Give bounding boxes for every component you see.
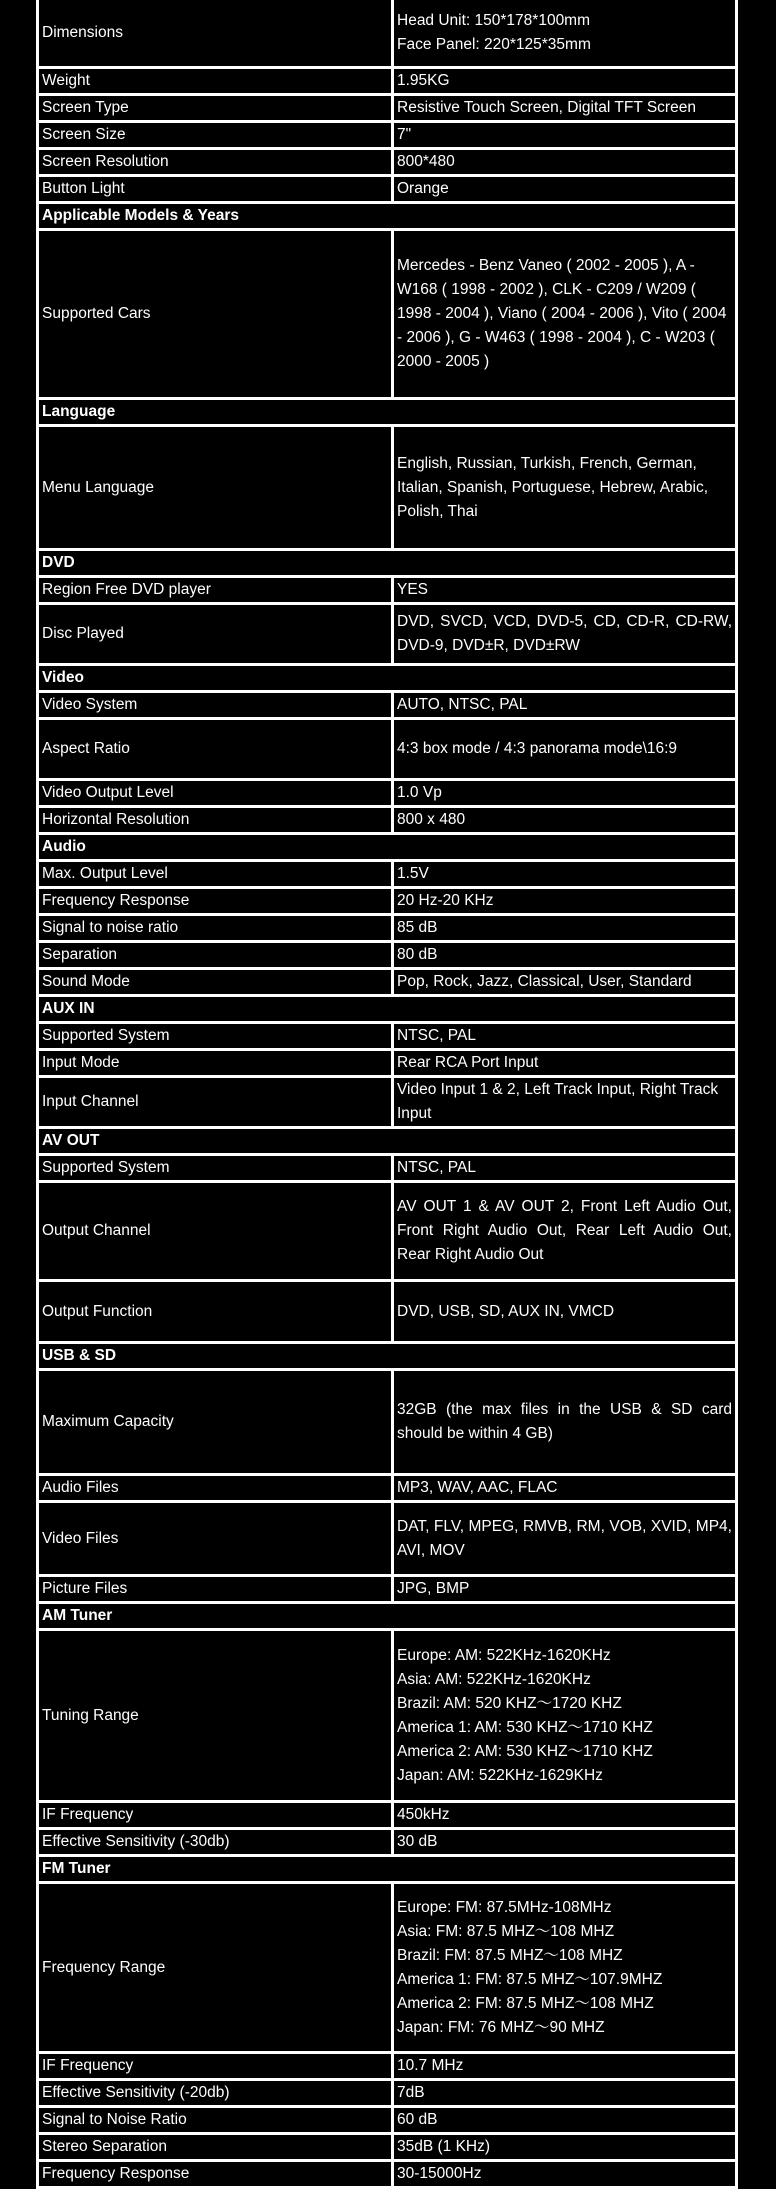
section-row-aux-in — [38, 996, 737, 1023]
spec-label: Video System — [38, 692, 393, 719]
spec-label: Signal to Noise Ratio — [38, 2107, 393, 2134]
spec-row — [38, 2053, 737, 2080]
spec-row — [38, 1475, 737, 1502]
spec-label: Effective Sensitivity (-20db) — [38, 2080, 393, 2107]
spec-label: Tuning Range — [38, 1630, 393, 1802]
spec-value-line: America 2: AM: 530 KHZ～1710 KHZ — [397, 1742, 653, 1760]
spec-value: NTSC, PAL — [393, 1023, 737, 1050]
spec-value-line: Brazil: FM: 87.5 MHZ～108 MHZ — [397, 1946, 623, 1964]
section-heading: FM Tuner — [38, 1856, 737, 1883]
section-heading: AV OUT — [38, 1128, 737, 1155]
section-heading: Audio — [38, 834, 737, 861]
spec-label: Region Free DVD player — [38, 577, 393, 604]
spec-label: Supported System — [38, 1155, 393, 1182]
spec-label: Aspect Ratio — [38, 719, 393, 780]
spec-label: Supported System — [38, 1023, 393, 1050]
section-row-audio — [38, 834, 737, 861]
spec-value: AV OUT 1 & AV OUT 2, Front Left Audio Out, Front Right Audio Out, Rear Left Audio Out, Rear Right Audio Out — [393, 1182, 737, 1281]
spec-label: IF Frequency — [38, 1802, 393, 1829]
spec-row — [38, 719, 737, 780]
spec-label: Stereo Separation — [38, 2134, 393, 2161]
spec-label: Effective Sensitivity (-30db) — [38, 1829, 393, 1856]
spec-label: Frequency Response — [38, 2161, 393, 2188]
spec-value: 1.0 Vp — [393, 780, 737, 807]
spec-value-line: Europe: AM: 522KHz-1620KHz — [397, 1646, 611, 1664]
spec-row — [38, 1050, 737, 1077]
spec-value: YES — [393, 577, 737, 604]
spec-row — [38, 1883, 737, 2053]
spec-value: English, Russian, Turkish, French, German, Italian, Spanish, Portuguese, Hebrew, Arabic, Polish, Thai — [393, 426, 737, 550]
spec-label: Audio Files — [38, 1475, 393, 1502]
spec-value: 7" — [393, 122, 737, 149]
spec-label: Frequency Range — [38, 1883, 393, 2053]
spec-label: Maximum Capacity — [38, 1370, 393, 1475]
spec-row — [38, 1370, 737, 1475]
spec-row — [38, 780, 737, 807]
section-heading: DVD — [38, 550, 737, 577]
spec-row — [38, 807, 737, 834]
spec-label: Supported Cars — [38, 230, 393, 399]
section-heading: AM Tuner — [38, 1603, 737, 1630]
spec-value — [393, 1883, 737, 2053]
spec-row — [38, 1077, 737, 1128]
spec-row — [38, 942, 737, 969]
spec-value: 450kHz — [393, 1802, 737, 1829]
section-row-dvd — [38, 550, 737, 577]
spec-row — [38, 1182, 737, 1281]
spec-label: Disc Played — [38, 604, 393, 665]
spec-value-line: Face Panel: 220*125*35mm — [397, 35, 591, 53]
spec-value: Video Input 1 & 2, Left Track Input, Right Track Input — [393, 1077, 737, 1128]
spec-value: 800 x 480 — [393, 807, 737, 834]
section-row-applicable-models-years — [38, 203, 737, 230]
spec-row — [38, 2080, 737, 2107]
spec-row — [38, 2107, 737, 2134]
spec-value: 85 dB — [393, 915, 737, 942]
spec-row — [38, 426, 737, 550]
spec-value: 80 dB — [393, 942, 737, 969]
spec-value: MP3, WAV, AAC, FLAC — [393, 1475, 737, 1502]
section-row-video — [38, 665, 737, 692]
spec-value-line: America 1: FM: 87.5 MHZ～107.9MHZ — [397, 1970, 663, 1988]
spec-row — [38, 2161, 737, 2188]
spec-value — [393, 0, 737, 68]
spec-label: Screen Type — [38, 95, 393, 122]
spec-label: Max. Output Level — [38, 861, 393, 888]
spec-label: Input Mode — [38, 1050, 393, 1077]
spec-value: 10.7 MHz — [393, 2053, 737, 2080]
section-row-language — [38, 399, 737, 426]
spec-value: JPG, BMP — [393, 1576, 737, 1603]
spec-row — [38, 692, 737, 719]
spec-label: Frequency Response — [38, 888, 393, 915]
spec-value: 7dB — [393, 2080, 737, 2107]
spec-value: 30-15000Hz — [393, 2161, 737, 2188]
spec-value: 4:3 box mode / 4:3 panorama mode\16:9 — [393, 719, 737, 780]
section-row-av-out — [38, 1128, 737, 1155]
section-heading: USB & SD — [38, 1343, 737, 1370]
spec-row — [38, 1155, 737, 1182]
spec-row — [38, 2134, 737, 2161]
spec-value: 60 dB — [393, 2107, 737, 2134]
spec-row — [38, 95, 737, 122]
spec-row — [38, 861, 737, 888]
spec-value: 32GB (the max files in the USB & SD card should be within 4 GB) — [393, 1370, 737, 1475]
spec-label: IF Frequency — [38, 2053, 393, 2080]
spec-value: 20 Hz-20 KHz — [393, 888, 737, 915]
section-heading: Video — [38, 665, 737, 692]
spec-row — [38, 122, 737, 149]
section-heading: AUX IN — [38, 996, 737, 1023]
spec-label: Video Files — [38, 1502, 393, 1576]
spec-label: Signal to noise ratio — [38, 915, 393, 942]
section-heading: Applicable Models & Years — [38, 203, 737, 230]
spec-label: Separation — [38, 942, 393, 969]
spec-row — [38, 1630, 737, 1802]
spec-value-line: Head Unit: 150*178*100mm — [397, 11, 591, 29]
spec-value-line: Japan: FM: 76 MHZ～90 MHZ — [397, 2018, 605, 2036]
spec-label: Weight — [38, 68, 393, 95]
spec-value-line: Europe: FM: 87.5MHz-108MHz — [397, 1898, 612, 1916]
spec-value: Resistive Touch Screen, Digital TFT Screen — [393, 95, 737, 122]
section-heading: Language — [38, 399, 737, 426]
spec-value: DAT, FLV, MPEG, RMVB, RM, VOB, XVID, MP4, AVI, MOV — [393, 1502, 737, 1576]
spec-value-line: Asia: AM: 522KHz-1620KHz — [397, 1670, 591, 1688]
section-row-usb-sd — [38, 1343, 737, 1370]
spec-row — [38, 1023, 737, 1050]
spec-row — [38, 1829, 737, 1856]
spec-row — [38, 1281, 737, 1343]
spec-value: 1.5V — [393, 861, 737, 888]
spec-row — [38, 149, 737, 176]
spec-value: 30 dB — [393, 1829, 737, 1856]
spec-value: Orange — [393, 176, 737, 203]
spec-label: Screen Resolution — [38, 149, 393, 176]
spec-row — [38, 969, 737, 996]
spec-row — [38, 0, 737, 68]
spec-value-line: America 2: FM: 87.5 MHZ～108 MHZ — [397, 1994, 654, 2012]
spec-label: Menu Language — [38, 426, 393, 550]
spec-row — [38, 230, 737, 399]
spec-value: DVD, SVCD, VCD, DVD-5, CD, CD-R, CD-RW, DVD-9, DVD±R, DVD±RW — [393, 604, 737, 665]
spec-value-line: Brazil: AM: 520 KHZ～1720 KHZ — [397, 1694, 622, 1712]
spec-label: Output Channel — [38, 1182, 393, 1281]
spec-label: Sound Mode — [38, 969, 393, 996]
spec-row — [38, 604, 737, 665]
spec-value: AUTO, NTSC, PAL — [393, 692, 737, 719]
spec-value: Mercedes - Benz Vaneo ( 2002 - 2005 ), A - W168 ( 1998 - 2002 ), CLK - C209 / W209 ( 1998 - 2004 ), Viano ( 2004 - 2006 ), Vito ( 2004 - 2006 ), G - W463 ( 1998 - 2004 ), C - W203 ( 2000 - 2005 ) — [393, 230, 737, 399]
spec-value: 1.95KG — [393, 68, 737, 95]
spec-value: NTSC, PAL — [393, 1155, 737, 1182]
spec-row — [38, 68, 737, 95]
spec-value — [393, 1630, 737, 1802]
spec-row — [38, 1802, 737, 1829]
spec-value: DVD, USB, SD, AUX IN, VMCD — [393, 1281, 737, 1343]
spec-value: 800*480 — [393, 149, 737, 176]
spec-row — [38, 176, 737, 203]
spec-label: Video Output Level — [38, 780, 393, 807]
spec-label: Input Channel — [38, 1077, 393, 1128]
spec-value: Rear RCA Port Input — [393, 1050, 737, 1077]
spec-label: Horizontal Resolution — [38, 807, 393, 834]
spec-value: 35dB (1 KHz) — [393, 2134, 737, 2161]
spec-label: Output Function — [38, 1281, 393, 1343]
spec-row — [38, 915, 737, 942]
spec-value-line: Asia: FM: 87.5 MHZ～108 MHZ — [397, 1922, 615, 1940]
spec-table-body — [38, 0, 737, 2188]
spec-row — [38, 1576, 737, 1603]
spec-label: Dimensions — [38, 0, 393, 68]
spec-label: Screen Size — [38, 122, 393, 149]
spec-table — [36, 0, 738, 2189]
spec-label: Picture Files — [38, 1576, 393, 1603]
spec-row — [38, 1502, 737, 1576]
spec-value: Pop, Rock, Jazz, Classical, User, Standard — [393, 969, 737, 996]
spec-row — [38, 577, 737, 604]
spec-value-line: America 1: AM: 530 KHZ～1710 KHZ — [397, 1718, 653, 1736]
spec-row — [38, 888, 737, 915]
section-row-fm-tuner — [38, 1856, 737, 1883]
spec-value-line: Japan: AM: 522KHz-1629KHz — [397, 1766, 603, 1784]
section-row-am-tuner — [38, 1603, 737, 1630]
spec-label: Button Light — [38, 176, 393, 203]
